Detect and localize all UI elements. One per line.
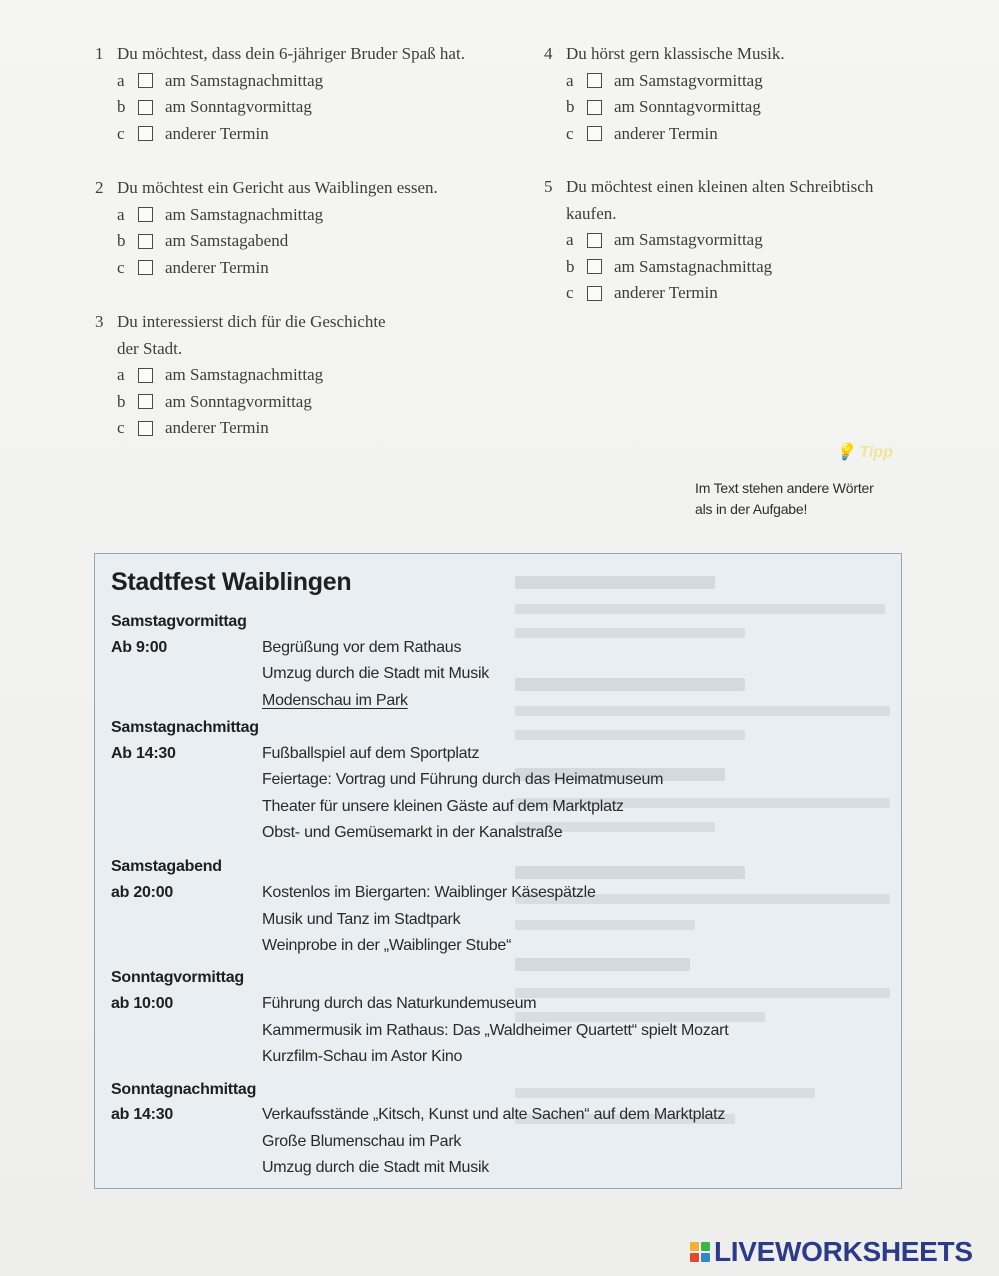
question-text: Du möchtest ein Gericht aus Waiblingen essen.	[117, 178, 438, 197]
event-time: Ab 14:30	[111, 745, 176, 762]
tipp-text	[695, 478, 874, 520]
option-label: anderer Termin	[614, 123, 718, 143]
question-text: Du hörst gern klassische Musik.	[566, 44, 785, 63]
event-item: Feiertage: Vortrag und Führung durch das Heimatmuseum	[262, 771, 664, 788]
event-item: Modenschau im Park	[262, 692, 408, 709]
section-heading: Samstagnachmittag	[111, 719, 259, 736]
option-letter: a	[117, 204, 125, 224]
event-title: Stadtfest Waiblingen	[111, 568, 352, 596]
option-letter: c	[566, 283, 574, 302]
option-label: am Sonntagvormittag	[165, 391, 312, 411]
section-heading: Samstagabend	[111, 858, 222, 875]
checkbox-5b[interactable]	[587, 259, 602, 274]
event-time: ab 10:00	[111, 995, 174, 1012]
question-3	[95, 309, 386, 442]
event-item: Fußballspiel auf dem Sportplatz	[262, 745, 480, 762]
checkbox-3c[interactable]	[138, 421, 153, 436]
event-item: Umzug durch die Stadt mit Musik	[262, 1159, 489, 1176]
checkbox-5c[interactable]	[587, 286, 602, 301]
checkbox-1a[interactable]	[138, 73, 153, 88]
option-label: am Sonntagvormittag	[165, 97, 312, 116]
tipp-line: als in der Aufgabe!	[695, 501, 808, 517]
tipp-line: Im Text stehen andere Wörter	[695, 480, 874, 496]
option-1b	[117, 94, 465, 121]
checkbox-2c[interactable]	[138, 260, 153, 275]
option-2a	[117, 202, 438, 229]
option-5b	[566, 254, 873, 281]
question-number: 4	[544, 44, 553, 63]
checkbox-1b[interactable]	[138, 100, 153, 115]
option-4b	[566, 94, 785, 121]
logo-text-worksheets: WORKSHEETS	[775, 1236, 973, 1267]
option-label: anderer Termin	[165, 257, 269, 277]
option-3a	[117, 362, 386, 389]
option-4c	[566, 121, 785, 148]
event-row	[111, 635, 901, 662]
checkbox-2b[interactable]	[138, 234, 153, 249]
question-2	[95, 175, 438, 281]
question-text: Du möchtest einen kleinen alten Schreibtisch kaufen.	[566, 177, 874, 223]
option-letter: b	[566, 256, 575, 276]
option-label: am Samstagabend	[165, 231, 289, 250]
option-letter: a	[566, 70, 574, 90]
option-5a	[566, 227, 873, 254]
section-heading: Sonntagvormittag	[111, 969, 244, 986]
question-text: Du interessierst dich für die Geschichte der Stadt.	[117, 312, 386, 358]
option-letter: c	[117, 123, 125, 143]
event-row	[111, 1102, 901, 1129]
option-letter: c	[117, 418, 125, 437]
option-5c	[566, 280, 873, 307]
event-row	[111, 880, 901, 907]
question-number: 1	[95, 44, 104, 63]
question-4	[544, 41, 785, 147]
liveworksheets-logo[interactable]	[690, 1236, 973, 1268]
question-number: 2	[95, 178, 104, 197]
event-time: ab 14:30	[111, 1106, 174, 1123]
event-item: Kostenlos im Biergarten: Waiblinger Käsespätzle	[262, 884, 596, 901]
option-3c	[117, 415, 386, 442]
section-heading: Sonntagnachmittag	[111, 1081, 257, 1098]
event-item: Kurzfilm-Schau im Astor Kino	[262, 1048, 463, 1065]
logo-text-live: LIVE	[714, 1236, 776, 1267]
checkbox-3a[interactable]	[138, 368, 153, 383]
logo-square	[701, 1242, 710, 1251]
event-item: Musik und Tanz im Stadtpark	[262, 911, 461, 928]
liveworksheets-logo-icon	[690, 1242, 710, 1262]
option-label: am Samstagnachmittag	[614, 256, 773, 276]
logo-square	[701, 1253, 710, 1262]
event-item: Theater für unsere kleinen Gäste auf dem Marktplatz	[262, 798, 624, 815]
logo-square	[690, 1242, 699, 1251]
event-item: Führung durch das Naturkundemuseum	[262, 995, 537, 1012]
option-label: am Samstagvormittag	[614, 230, 763, 249]
event-row	[111, 991, 901, 1018]
option-letter: a	[117, 365, 125, 384]
option-letter: a	[117, 70, 125, 90]
option-letter: b	[117, 97, 126, 116]
question-5	[544, 174, 873, 307]
option-2c	[117, 255, 438, 282]
event-program-box	[94, 553, 902, 1189]
lightbulb-icon: 💡	[835, 444, 860, 461]
logo-square	[690, 1253, 699, 1262]
option-letter: b	[117, 231, 126, 250]
option-letter: a	[566, 230, 574, 249]
option-label: anderer Termin	[165, 123, 269, 143]
question-number: 5	[544, 177, 553, 196]
tipp-heading-text: Tipp	[859, 444, 893, 461]
option-label: anderer Termin	[165, 418, 269, 437]
tipp-heading	[835, 442, 893, 462]
event-item: Umzug durch die Stadt mit Musik	[262, 665, 489, 682]
event-time: ab 20:00	[111, 884, 174, 901]
option-1a	[117, 68, 465, 95]
checkbox-1c[interactable]	[138, 126, 153, 141]
option-3b	[117, 389, 386, 416]
event-item: Große Blumenschau im Park	[262, 1133, 462, 1150]
checkbox-3b[interactable]	[138, 394, 153, 409]
option-label: am Samstagnachmittag	[165, 70, 324, 90]
option-letter: c	[566, 123, 574, 143]
question-text: Du möchtest, dass dein 6-jähriger Bruder Spaß hat.	[117, 44, 465, 63]
event-item: Kammermusik im Rathaus: Das „Waldheimer Quartett“ spielt Mozart	[262, 1022, 729, 1039]
option-letter: b	[117, 391, 126, 411]
checkbox-4c[interactable]	[587, 126, 602, 141]
checkbox-4b[interactable]	[587, 100, 602, 115]
question-1	[95, 41, 465, 147]
section-heading: Samstagvormittag	[111, 613, 247, 630]
option-letter: b	[566, 97, 575, 116]
option-letter: c	[117, 257, 125, 277]
checkbox-5a[interactable]	[587, 233, 602, 248]
question-number: 3	[95, 312, 104, 331]
event-time: Ab 9:00	[111, 639, 168, 656]
option-label: am Samstagvormittag	[614, 70, 763, 90]
event-row	[111, 741, 901, 768]
option-label: anderer Termin	[614, 283, 718, 302]
option-label: am Samstagnachmittag	[165, 365, 324, 384]
option-label: am Sonntagvormittag	[614, 97, 761, 116]
checkbox-2a[interactable]	[138, 207, 153, 222]
event-item: Begrüßung vor dem Rathaus	[262, 639, 462, 656]
option-label: am Samstagnachmittag	[165, 204, 324, 224]
event-item: Obst- und Gemüsemarkt in der Kanalstraße	[262, 824, 563, 841]
option-1c	[117, 121, 465, 148]
event-item: Verkaufsstände „Kitsch, Kunst und alte Sachen“ auf dem Marktplatz	[262, 1106, 726, 1123]
event-item: Weinprobe in der „Waiblinger Stube“	[262, 937, 512, 954]
option-4a	[566, 68, 785, 95]
checkbox-4a[interactable]	[587, 73, 602, 88]
option-2b	[117, 228, 438, 255]
